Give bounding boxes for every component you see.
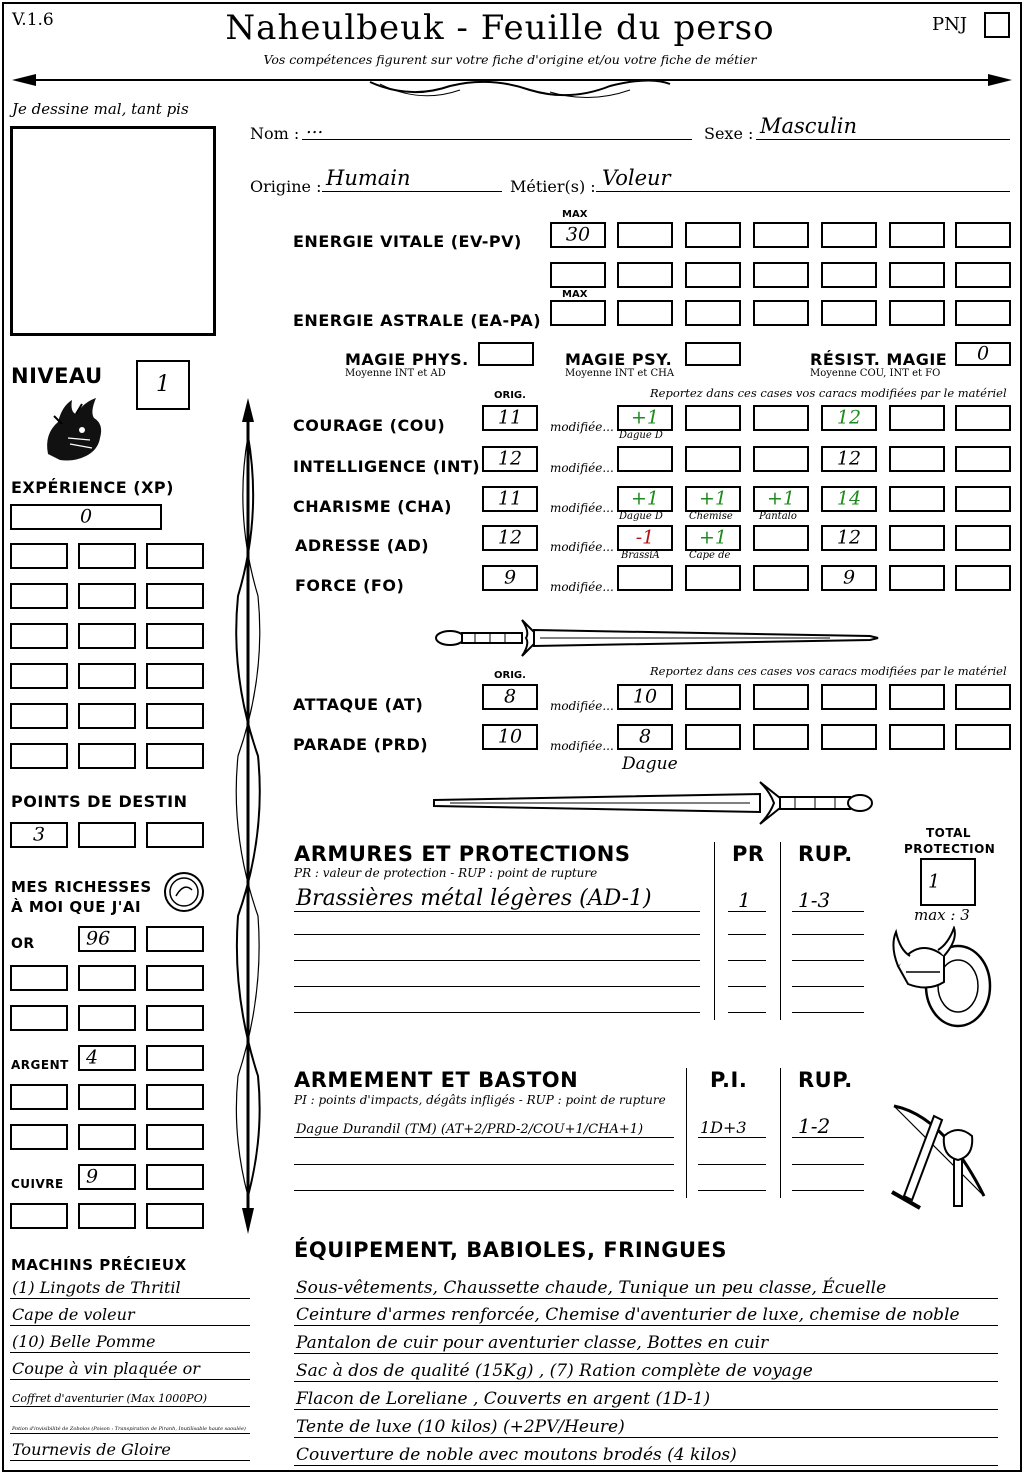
sword-icon bbox=[430, 614, 880, 660]
xp-box[interactable] bbox=[10, 623, 68, 649]
cuivre-box[interactable] bbox=[146, 1164, 204, 1190]
portrait-box[interactable] bbox=[10, 126, 216, 336]
armure-row-line[interactable] bbox=[728, 986, 766, 987]
force-label: FORCE (FO) bbox=[295, 576, 405, 595]
xp-box[interactable] bbox=[78, 583, 136, 609]
arme-row[interactable]: Dague Durandil (TM) (AT+2/PRD-2/COU+1/CHA+1) bbox=[294, 1116, 674, 1138]
combat-orig-label: ORIG. bbox=[494, 670, 526, 681]
ea-box[interactable] bbox=[821, 300, 877, 326]
orig-label: ORIG. bbox=[494, 390, 526, 401]
equipement-item[interactable]: Sous-vêtements, Chaussette chaude, Tunique un peu classe, Écuelle bbox=[294, 1273, 998, 1299]
ea-box[interactable] bbox=[617, 300, 673, 326]
nom-label: Nom : bbox=[250, 124, 300, 143]
or-box[interactable]: 96 bbox=[78, 926, 136, 952]
ev-box[interactable] bbox=[889, 222, 945, 248]
or-box[interactable] bbox=[146, 926, 204, 952]
parade-mod-box[interactable] bbox=[955, 724, 1011, 750]
force-mod-box[interactable] bbox=[889, 565, 945, 591]
armure-row-line[interactable] bbox=[792, 960, 864, 961]
or-box[interactable] bbox=[78, 965, 136, 991]
weapons-icon bbox=[884, 1096, 1002, 1216]
machins-label: MACHINS PRÉCIEUX bbox=[11, 1256, 187, 1274]
ev-box[interactable] bbox=[889, 262, 945, 288]
equipement-title: ÉQUIPEMENT, BABIOLES, FRINGUES bbox=[294, 1238, 727, 1262]
attaque-mod-box[interactable] bbox=[955, 684, 1011, 710]
ev-box[interactable] bbox=[821, 222, 877, 248]
charisme-orig-box[interactable]: 11 bbox=[482, 486, 538, 512]
page-title: Naheulbeuk - Feuille du perso bbox=[225, 8, 775, 48]
ea-label: ENERGIE ASTRALE (EA-PA) bbox=[293, 311, 542, 330]
rup-header: RUP. bbox=[798, 842, 853, 866]
total-max-note: max : 3 bbox=[914, 906, 970, 924]
ea-box[interactable] bbox=[955, 300, 1011, 326]
equipement-item[interactable]: Flacon de Loreliane , Couverts en argent (1D-1) bbox=[294, 1384, 998, 1410]
armure-row-line[interactable] bbox=[792, 986, 864, 987]
attaque-mod-box[interactable] bbox=[889, 684, 945, 710]
pnj-checkbox[interactable] bbox=[984, 12, 1010, 38]
parade-label: PARADE (PRD) bbox=[293, 735, 429, 754]
ev-box[interactable] bbox=[753, 222, 809, 248]
charisme-mod-box[interactable]: +1 bbox=[753, 486, 809, 512]
xp-box[interactable] bbox=[78, 663, 136, 689]
ea-box[interactable] bbox=[685, 300, 741, 326]
courage-mod-box[interactable] bbox=[685, 405, 741, 431]
modifie-label: modifiée... bbox=[550, 461, 614, 475]
armement-column-divider bbox=[780, 1068, 781, 1198]
attaque-label: ATTAQUE (AT) bbox=[293, 695, 424, 714]
xp-box[interactable] bbox=[10, 703, 68, 729]
armure-row-line[interactable] bbox=[294, 960, 700, 961]
charisme-final-box[interactable]: 14 bbox=[821, 486, 877, 512]
arme-row-line[interactable] bbox=[294, 1164, 674, 1165]
modifie-label: modifiée... bbox=[550, 739, 614, 753]
attaque-mod-box[interactable] bbox=[753, 684, 809, 710]
xp-box[interactable] bbox=[78, 623, 136, 649]
force-orig-box[interactable]: 9 bbox=[482, 565, 538, 591]
ea-max-label: MAX bbox=[562, 289, 588, 300]
equipement-item[interactable]: Ceinture d'armes renforcée, Chemise d'aventurier de luxe, chemise de noble bbox=[294, 1300, 998, 1326]
adresse-mod-box[interactable] bbox=[955, 525, 1011, 551]
argent-label: ARGENT bbox=[11, 1058, 69, 1072]
force-mod-box[interactable] bbox=[617, 565, 673, 591]
origine-label: Origine : bbox=[250, 177, 322, 196]
charisme-mod-box[interactable] bbox=[889, 486, 945, 512]
courage-orig-box[interactable]: 11 bbox=[482, 405, 538, 431]
arme-pi[interactable]: 1D+3 bbox=[698, 1116, 766, 1138]
attaque-mod-box[interactable]: 10 bbox=[617, 684, 673, 710]
charisme-mod-note: Dague D bbox=[619, 511, 663, 522]
magie-psy-note: Moyenne INT et CHA bbox=[565, 368, 675, 379]
niveau-label: NIVEAU bbox=[11, 364, 103, 388]
adresse-mod-box[interactable] bbox=[753, 525, 809, 551]
pr-header: PR bbox=[732, 842, 765, 866]
argent-box[interactable] bbox=[10, 1124, 68, 1150]
resist-magie-box[interactable]: 0 bbox=[955, 342, 1011, 366]
machin-item[interactable]: (10) Belle Pomme bbox=[10, 1329, 250, 1353]
xp-box[interactable] bbox=[78, 703, 136, 729]
argent-box[interactable] bbox=[78, 1124, 136, 1150]
portrait-caption: Je dessine mal, tant pis bbox=[12, 100, 189, 118]
destin-box[interactable] bbox=[78, 822, 136, 848]
xp-box[interactable] bbox=[10, 543, 68, 569]
armure-row-line[interactable] bbox=[792, 934, 864, 935]
argent-box[interactable] bbox=[10, 1084, 68, 1110]
courage-label: COURAGE (COU) bbox=[293, 416, 446, 435]
equipement-item[interactable]: Couverture de noble avec moutons brodés (4 kilos) bbox=[294, 1440, 998, 1466]
modifie-label: modifiée... bbox=[550, 580, 614, 594]
ev-label: ENERGIE VITALE (EV-PV) bbox=[293, 232, 522, 251]
intelligence-orig-box[interactable]: 12 bbox=[482, 446, 538, 472]
attaque-mod-box[interactable] bbox=[685, 684, 741, 710]
force-mod-box[interactable] bbox=[753, 565, 809, 591]
page-subtitle: Vos compétences figurent sur votre fiche d'origine et/ou votre fiche de métier bbox=[263, 52, 757, 67]
machin-item[interactable]: Tournevis de Gloire bbox=[10, 1437, 250, 1461]
ev-box[interactable] bbox=[753, 262, 809, 288]
adresse-final-box[interactable]: 12 bbox=[821, 525, 877, 551]
armure-row-line[interactable] bbox=[294, 986, 700, 987]
armure-row[interactable]: Brassières métal légères (AD-1) bbox=[294, 886, 700, 912]
modifie-label: modifiée... bbox=[550, 699, 614, 713]
magie-phys-note: Moyenne INT et AD bbox=[345, 368, 446, 379]
force-mod-box[interactable] bbox=[685, 565, 741, 591]
armure-pr[interactable]: 1 bbox=[728, 886, 766, 912]
destin-box[interactable] bbox=[146, 822, 204, 848]
courage-mod-box[interactable] bbox=[955, 405, 1011, 431]
armures-note: PR : valeur de protection - RUP : point de rupture bbox=[294, 866, 598, 880]
armement-column-divider bbox=[686, 1068, 687, 1198]
armure-row-line[interactable] bbox=[792, 1012, 864, 1013]
arme-row-line[interactable] bbox=[792, 1164, 864, 1165]
machin-item[interactable]: Cape de voleur bbox=[10, 1302, 250, 1326]
or-box[interactable] bbox=[10, 965, 68, 991]
courage-mod-note: Dague D bbox=[619, 430, 663, 441]
xp-box[interactable] bbox=[78, 543, 136, 569]
helmet-shield-icon bbox=[888, 926, 998, 1032]
vertical-spear-ornament bbox=[226, 396, 270, 1236]
cuivre-box[interactable]: 9 bbox=[78, 1164, 136, 1190]
parade-mod-box[interactable] bbox=[821, 724, 877, 750]
force-mod-box[interactable] bbox=[955, 565, 1011, 591]
ev-box[interactable] bbox=[617, 222, 673, 248]
total-label-2: PROTECTION bbox=[904, 842, 996, 856]
armures-column-divider bbox=[714, 842, 715, 1020]
sexe-field[interactable]: Masculin bbox=[756, 114, 1010, 140]
argent-box[interactable] bbox=[146, 1124, 204, 1150]
sexe-label: Sexe : bbox=[704, 124, 754, 143]
modifie-label: modifiée... bbox=[550, 420, 614, 434]
xp-box[interactable] bbox=[146, 543, 204, 569]
armure-row-line[interactable] bbox=[294, 1012, 700, 1013]
armement-rup-header: RUP. bbox=[798, 1068, 853, 1092]
arme-rup[interactable]: 1-2 bbox=[792, 1114, 864, 1138]
adresse-mod-box[interactable]: +1 bbox=[685, 525, 741, 551]
courage-mod-box[interactable]: +1 bbox=[617, 405, 673, 431]
armure-rup[interactable]: 1-3 bbox=[792, 886, 864, 912]
xp-box[interactable] bbox=[146, 663, 204, 689]
cuivre-box[interactable] bbox=[10, 1203, 68, 1229]
armure-row-line[interactable] bbox=[294, 934, 700, 935]
metier-label: Métier(s) : bbox=[510, 177, 596, 196]
coin-icon bbox=[162, 870, 206, 914]
attaque-orig-box[interactable]: 8 bbox=[482, 684, 538, 710]
charisme-mod-box[interactable]: +1 bbox=[685, 486, 741, 512]
intelligence-mod-box[interactable] bbox=[889, 446, 945, 472]
adresse-mod-box[interactable] bbox=[889, 525, 945, 551]
or-box[interactable] bbox=[10, 1005, 68, 1031]
cuivre-box[interactable] bbox=[146, 1203, 204, 1229]
intelligence-final-box[interactable]: 12 bbox=[821, 446, 877, 472]
armure-row-line[interactable] bbox=[728, 934, 766, 935]
machin-item[interactable]: Potion d'invisibilité de Zobolos (Poison : Transpiration de Piranh, Inutilisable haute saoulée) bbox=[10, 1410, 250, 1434]
charisme-mod-note: Pantalo bbox=[759, 511, 797, 522]
equipement-item[interactable]: Tente de luxe (10 kilos) (+2PV/Heure) bbox=[294, 1412, 998, 1438]
ev-box[interactable] bbox=[550, 262, 606, 288]
modifie-label: modifiée... bbox=[550, 501, 614, 515]
intelligence-label: INTELLIGENCE (INT) bbox=[293, 457, 481, 476]
machin-item[interactable]: (1) Lingots de Thritil bbox=[10, 1275, 250, 1299]
force-final-box[interactable]: 9 bbox=[821, 565, 877, 591]
xp-box[interactable] bbox=[146, 743, 204, 769]
courage-mod-box[interactable] bbox=[889, 405, 945, 431]
experience-box[interactable]: 0 bbox=[10, 504, 162, 530]
ev-box[interactable] bbox=[821, 262, 877, 288]
modifie-label: modifiée... bbox=[550, 540, 614, 554]
intelligence-mod-box[interactable] bbox=[617, 446, 673, 472]
parade-mod-box[interactable] bbox=[685, 724, 741, 750]
parade-mod-box[interactable] bbox=[889, 724, 945, 750]
richesses-label-2: À MOI QUE J'AI bbox=[11, 898, 142, 916]
xp-box[interactable] bbox=[10, 743, 68, 769]
total-label: TOTAL bbox=[926, 826, 972, 840]
combat-report-note: Reportez dans ces cases vos caracs modifiées par le matériel bbox=[650, 664, 1007, 678]
or-box[interactable] bbox=[146, 965, 204, 991]
adresse-mod-box[interactable]: -1 bbox=[617, 525, 673, 551]
ev-max-label: MAX bbox=[562, 209, 588, 220]
ev-max-box[interactable]: 30 bbox=[550, 222, 606, 248]
adresse-orig-box[interactable]: 12 bbox=[482, 525, 538, 551]
intelligence-mod-box[interactable] bbox=[753, 446, 809, 472]
arme-row-line[interactable] bbox=[294, 1190, 674, 1191]
xp-box[interactable] bbox=[146, 623, 204, 649]
arme-row-line[interactable] bbox=[698, 1190, 766, 1191]
equipement-item[interactable]: Sac à dos de qualité (15Kg) , (7) Ration complète de voyage bbox=[294, 1356, 998, 1382]
richesses-label: MES RICHESSES bbox=[11, 878, 152, 896]
resist-magie-label: RÉSIST. MAGIE bbox=[810, 350, 948, 369]
pnj-label: PNJ bbox=[932, 14, 968, 35]
resist-magie-note: Moyenne COU, INT et FO bbox=[810, 368, 941, 379]
ev-box[interactable] bbox=[955, 222, 1011, 248]
or-box[interactable] bbox=[78, 1005, 136, 1031]
armement-title: ARMEMENT ET BASTON bbox=[294, 1068, 579, 1092]
destin-box[interactable]: 3 bbox=[10, 822, 68, 848]
cuivre-label: CUIVRE bbox=[11, 1177, 64, 1191]
version-label: V.1.6 bbox=[12, 10, 54, 30]
experience-label: EXPÉRIENCE (XP) bbox=[11, 478, 174, 497]
arme-row-line[interactable] bbox=[698, 1164, 766, 1165]
magie-psy-label: MAGIE PSY. bbox=[565, 350, 673, 369]
armure-row-line[interactable] bbox=[728, 1012, 766, 1013]
charisme-mod-box[interactable]: +1 bbox=[617, 486, 673, 512]
machin-item[interactable]: Coupe à vin plaquée or bbox=[10, 1356, 250, 1380]
argent-box[interactable] bbox=[146, 1045, 204, 1071]
charisme-label: CHARISME (CHA) bbox=[293, 497, 452, 516]
magie-phys-box[interactable] bbox=[478, 342, 534, 366]
ev-box[interactable] bbox=[955, 262, 1011, 288]
armures-title: ARMURES ET PROTECTIONS bbox=[294, 842, 631, 866]
argent-box[interactable]: 4 bbox=[78, 1045, 136, 1071]
armement-note: PI : points d'impacts, dégâts infligés - RUP : point de rupture bbox=[294, 1093, 666, 1107]
cuivre-box[interactable] bbox=[78, 1203, 136, 1229]
attaque-mod-box[interactable] bbox=[821, 684, 877, 710]
argent-box[interactable] bbox=[78, 1084, 136, 1110]
or-label: OR bbox=[11, 936, 35, 952]
intelligence-mod-box[interactable] bbox=[685, 446, 741, 472]
equipement-item[interactable]: Pantalon de cuir pour aventurier classe, Bottes en cuir bbox=[294, 1328, 998, 1354]
charisme-mod-box[interactable] bbox=[955, 486, 1011, 512]
xp-box[interactable] bbox=[146, 583, 204, 609]
sword-icon bbox=[430, 778, 876, 828]
niveau-box[interactable]: 1 bbox=[136, 360, 190, 410]
armure-row-line[interactable] bbox=[728, 960, 766, 961]
report-note: Reportez dans ces cases vos caracs modifiées par le matériel bbox=[650, 386, 1007, 400]
intelligence-mod-box[interactable] bbox=[955, 446, 1011, 472]
adresse-mod-note: Cape de bbox=[689, 550, 731, 561]
dragon-icon bbox=[40, 394, 106, 464]
xp-box[interactable] bbox=[10, 663, 68, 689]
xp-box[interactable] bbox=[146, 703, 204, 729]
courage-final-box[interactable]: 12 bbox=[821, 405, 877, 431]
adresse-mod-note: BrassiA bbox=[621, 550, 660, 561]
argent-box[interactable] bbox=[146, 1084, 204, 1110]
ea-box[interactable] bbox=[889, 300, 945, 326]
ev-box[interactable] bbox=[685, 262, 741, 288]
parade-weapon-note: Dague bbox=[622, 754, 678, 774]
ev-box[interactable] bbox=[685, 222, 741, 248]
xp-box[interactable] bbox=[78, 743, 136, 769]
ea-box[interactable] bbox=[753, 300, 809, 326]
xp-box[interactable] bbox=[10, 583, 68, 609]
or-box[interactable] bbox=[146, 1005, 204, 1031]
total-protection-box[interactable]: 1 bbox=[920, 858, 976, 906]
charisme-mod-note: Chemise bbox=[689, 511, 733, 522]
ea-max-box[interactable] bbox=[550, 300, 606, 326]
courage-mod-box[interactable] bbox=[753, 405, 809, 431]
parade-mod-box[interactable]: 8 bbox=[617, 724, 673, 750]
pi-header: P.I. bbox=[710, 1068, 748, 1092]
origine-field[interactable]: Humain bbox=[322, 166, 502, 192]
parade-mod-box[interactable] bbox=[753, 724, 809, 750]
ev-box[interactable] bbox=[617, 262, 673, 288]
nom-field[interactable]: ... bbox=[302, 116, 692, 140]
metier-field[interactable]: Voleur bbox=[596, 166, 1010, 192]
adresse-label: ADRESSE (AD) bbox=[295, 536, 430, 555]
arme-row-line[interactable] bbox=[792, 1190, 864, 1191]
parade-orig-box[interactable]: 10 bbox=[482, 724, 538, 750]
armures-column-divider bbox=[780, 842, 781, 1020]
magie-psy-box[interactable] bbox=[685, 342, 741, 366]
magie-phys-label: MAGIE PHYS. bbox=[345, 350, 469, 369]
destin-label: POINTS DE DESTIN bbox=[11, 792, 188, 811]
machin-item[interactable]: Coffret d'aventurier (Max 1000PO) bbox=[10, 1383, 250, 1407]
